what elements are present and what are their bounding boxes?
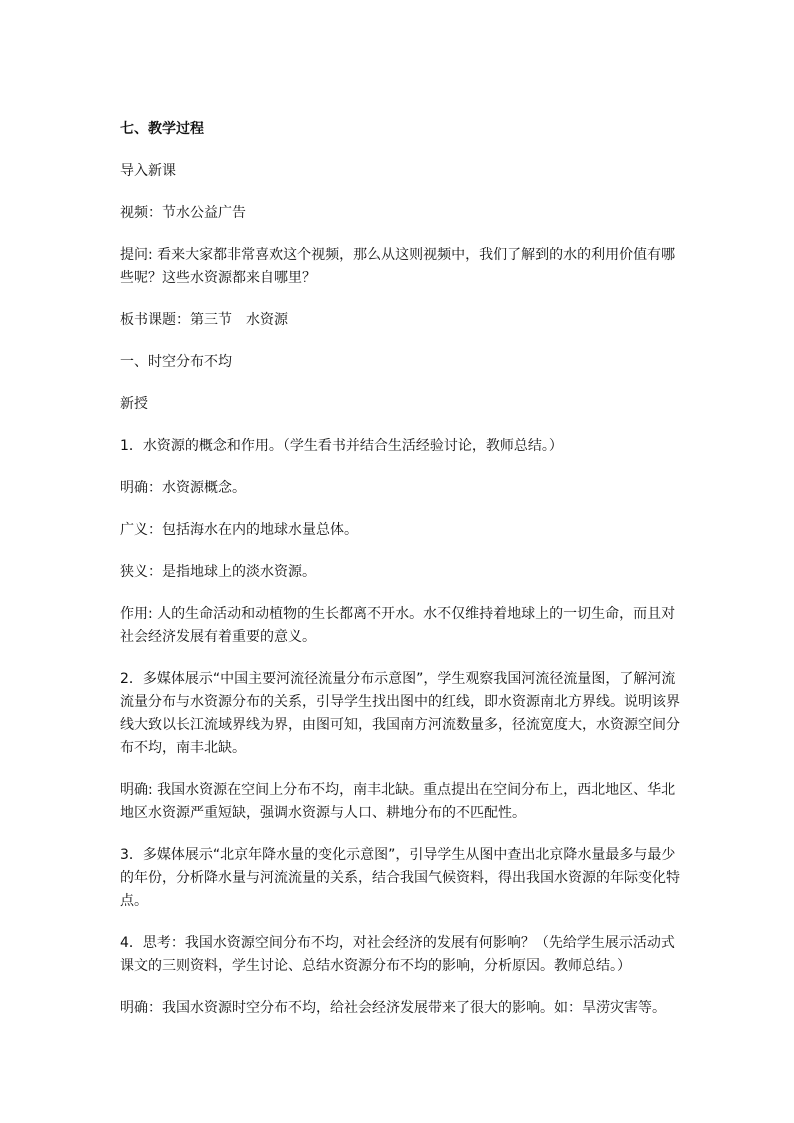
paragraph-video: 视频：节水公益广告 (120, 205, 246, 221)
paragraph-question: 提问: 看来大家都非常喜欢这个视频，那么从这则视频中，我们了解到的水的利用价值有哪些呢？这些水资源都来自哪里？ (120, 247, 676, 286)
paragraph-subtitle-uneven: 一、时空分布不均 (120, 354, 232, 370)
paragraph-clarify-concept: 明确：水资源概念。 (120, 480, 246, 496)
paragraph-item-4: 4．思考：我国水资源空间分布不均，对社会经济的发展有何影响？（先给学生展示活动式课文的三则资料，学生讨论、总结水资源分布不均的影响，分析原因。教师总结。） (120, 935, 675, 974)
paragraph-function: 作用: 人的生命活动和动植物的生长都离不开水。水不仅维持着地球上的一切生命，而且对社会经济发展有着重要的意义。 (120, 606, 676, 645)
document-page (120, 118, 680, 1039)
paragraph-clarify-impact: 明确：我国水资源时空分布不均，给社会经济发展带来了很大的影响。如：旱涝灾害等。 (120, 1000, 666, 1016)
paragraph-narrow-sense: 狭义：是指地球上的淡水资源。 (120, 564, 316, 580)
paragraph-item-2: 2．多媒体展示“中国主要河流径流量分布示意图”，学生观察我国河流径流量图，了解河流流量分布与水资源分布的关系，引导学生找出图中的红线，即水资源南北方界线。说明该界线大致以长江流域界线为界，由图可知，我国南方河流数量多，径流宽度大，水资源空间分布不均，南丰北缺。 (120, 671, 680, 756)
section-title: 七、教学过程 (120, 121, 204, 137)
paragraph-new-lesson: 新授 (120, 396, 148, 412)
paragraph-item-1: 1．水资源的概念和作用。（学生看书并结合生活经验讨论，教师总结。） (120, 438, 563, 454)
paragraph-intro: 导入新课 (120, 163, 176, 179)
paragraph-clarify-spatial: 明确: 我国水资源在空间上分布不均，南丰北缺。重点提出在空间分布上，西北地区、华北地区水资源严重短缺，强调水资源与人口、耕地分布的不匹配性。 (120, 782, 676, 821)
paragraph-broad-sense: 广义：包括海水在内的地球水量总体。 (120, 522, 358, 538)
paragraph-item-3: 3．多媒体展示“北京年降水量的变化示意图”，引导学生从图中查出北京降水量最多与最少的年份，分析降水量与河流流量的关系，结合我国气候资料，得出我国水资源的年际变化特点。 (120, 847, 680, 909)
paragraph-board-title: 板书课题：第三节 水资源 (120, 312, 288, 328)
